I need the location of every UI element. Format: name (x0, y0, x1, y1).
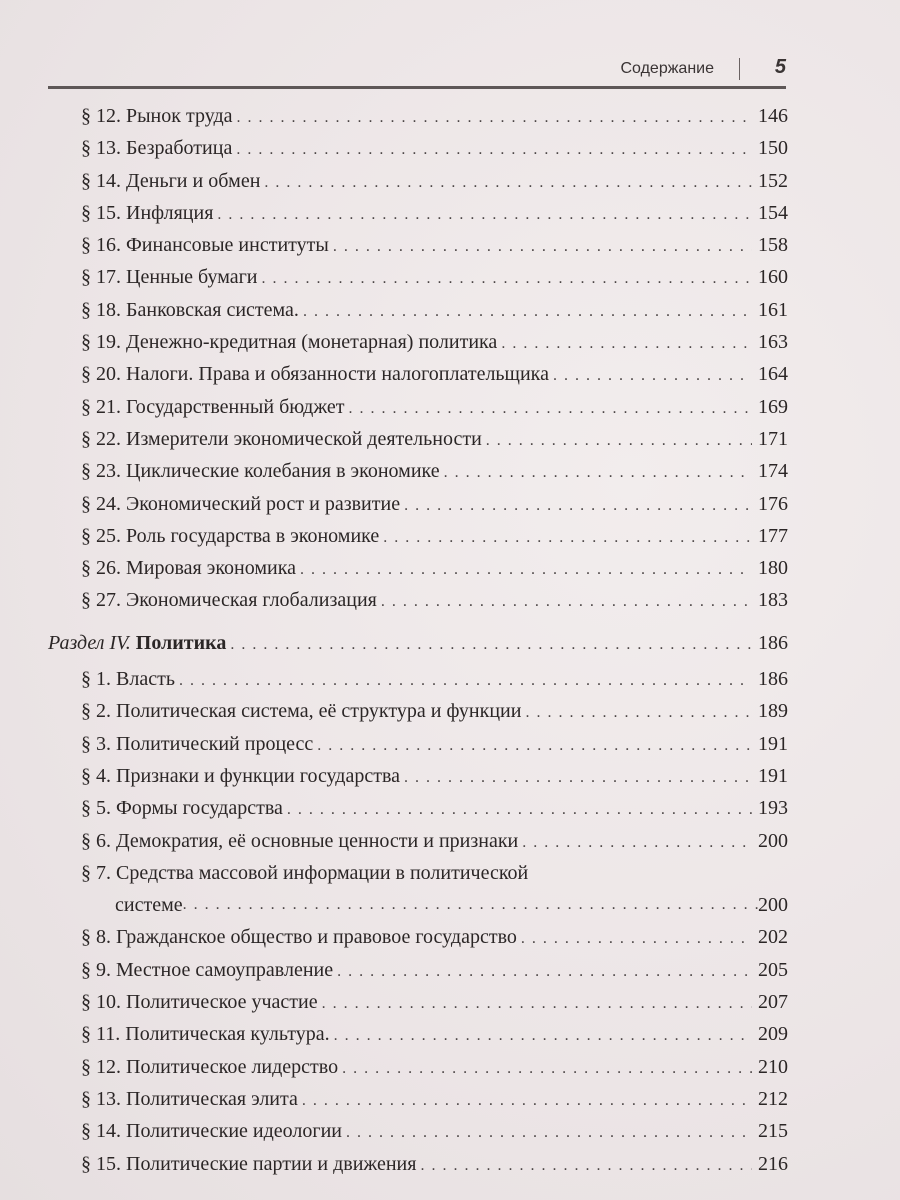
toc-entry-title: § 4. Признаки и функции государства (81, 764, 401, 787)
leader-dots (300, 554, 752, 586)
toc-entry-page: 209 (758, 1023, 788, 1046)
toc-entry-page: 215 (758, 1120, 788, 1143)
toc-entry-page: 154 (758, 201, 788, 224)
toc-entry-page: 207 (758, 991, 788, 1014)
table-of-contents (48, 100, 788, 1180)
leader-dots (287, 794, 752, 826)
page-number: 5 (774, 56, 786, 78)
toc-entry-page: 205 (758, 958, 788, 981)
toc-entry[interactable] (48, 326, 788, 358)
toc-entry-page: 183 (758, 589, 788, 612)
toc-entry-title: § 27. Экономическая глобализация (81, 589, 377, 612)
toc-entry-continuation[interactable] (48, 889, 788, 921)
toc-entry-title: § 21. Государственный бюджет (81, 395, 345, 418)
toc-entry[interactable] (48, 857, 788, 889)
leader-dots (317, 730, 752, 762)
toc-entry[interactable] (48, 520, 788, 552)
toc-entry-page: 202 (758, 926, 788, 949)
leader-dots (230, 629, 752, 661)
toc-entry-page: 216 (758, 1152, 788, 1175)
toc-entry[interactable] (48, 695, 788, 727)
toc-entry-title: § 11. Политическая культура. (81, 1023, 330, 1046)
toc-entry-title: § 15. Политические партии и движения (81, 1152, 417, 1175)
leader-dots (444, 457, 752, 489)
toc-entry-page: 169 (758, 395, 788, 418)
toc-entry-page: 174 (758, 460, 788, 483)
toc-entry-page: 171 (758, 427, 788, 450)
toc-entry[interactable] (48, 1148, 788, 1180)
toc-entry[interactable] (48, 100, 788, 132)
toc-entry[interactable] (48, 358, 788, 390)
toc-entry-title: § 1. Власть (81, 668, 175, 691)
toc-entry-page: 164 (758, 363, 788, 386)
toc-entry-title: § 17. Ценные бумаги (81, 266, 258, 289)
toc-entry-title: § 7. Средства массовой информации в политической (81, 861, 529, 884)
leader-dots (525, 697, 752, 729)
toc-entry[interactable] (48, 423, 788, 455)
toc-entry-title: § 15. Инфляция (81, 201, 214, 224)
section-title (48, 627, 230, 659)
toc-entry[interactable] (48, 921, 788, 953)
toc-entry-page: 158 (758, 234, 788, 257)
leader-dots (333, 231, 752, 263)
toc-entry-page: 146 (758, 105, 788, 127)
section-prefix: Раздел IV. (48, 631, 131, 654)
toc-entry-page: 193 (758, 797, 788, 820)
toc-entry-page: 161 (758, 298, 788, 321)
toc-entry-page: 200 (758, 829, 788, 852)
leader-dots (236, 134, 752, 166)
toc-entry[interactable] (48, 792, 788, 824)
leader-dots (346, 1117, 752, 1149)
toc-entry[interactable] (48, 728, 788, 760)
toc-entry-title: § 22. Измерители экономической деятельности (81, 427, 482, 450)
leader-dots (404, 762, 752, 794)
leader-dots (342, 1053, 752, 1085)
leader-dots (303, 296, 752, 328)
leader-dots (322, 988, 752, 1020)
toc-entry-title: § 19. Денежно-кредитная (монетарная) политика (81, 331, 498, 354)
toc-entry-title: § 9. Местное самоуправление (81, 958, 334, 981)
toc-entry[interactable] (48, 488, 788, 520)
toc-entry[interactable] (48, 229, 788, 261)
leader-dots (334, 1020, 752, 1052)
toc-section-heading[interactable] (48, 627, 788, 659)
leader-dots (302, 1085, 752, 1117)
toc-entry-title: § 13. Безработица (81, 137, 233, 160)
header-divider (739, 58, 740, 80)
toc-entry-title: § 14. Политические идеологии (81, 1120, 342, 1143)
toc-entry-title: § 16. Финансовые институты (81, 234, 329, 257)
leader-dots (522, 827, 752, 859)
section-page: 186 (758, 631, 788, 654)
leader-dots (262, 263, 753, 295)
leader-dots (420, 1150, 752, 1182)
leader-dots (183, 889, 758, 921)
leader-dots (337, 956, 752, 988)
toc-entry[interactable] (48, 954, 788, 986)
toc-entry-title: § 18. Банковская система. (81, 298, 299, 321)
toc-entry-title: § 12. Рынок труда (81, 105, 233, 127)
leader-dots (521, 923, 752, 955)
toc-entry-title: § 2. Политическая система, её структура и функции (81, 700, 522, 723)
toc-entry-title: § 20. Налоги. Права и обязанности налогоплательщика (81, 363, 549, 386)
toc-entry[interactable] (48, 760, 788, 792)
leader-dots (553, 360, 752, 392)
leader-dots (349, 393, 752, 425)
toc-entry-title: § 3. Политический процесс (81, 732, 314, 755)
running-header (48, 58, 786, 82)
leader-dots (217, 199, 752, 231)
header-rule (48, 86, 786, 89)
toc-entry[interactable] (48, 261, 788, 293)
toc-entry[interactable] (48, 165, 788, 197)
toc-entry-page: 177 (758, 524, 788, 547)
running-header-title: Содержание (620, 60, 714, 77)
toc-entry[interactable] (48, 132, 788, 164)
leader-dots (237, 102, 753, 134)
toc-entry-page: 160 (758, 266, 788, 289)
toc-entry[interactable] (48, 197, 788, 229)
toc-entry[interactable] (48, 552, 788, 584)
toc-entry[interactable] (48, 455, 788, 487)
toc-entry-page: 180 (758, 557, 788, 580)
toc-entry-title: § 6. Демократия, её основные ценности и признаки (81, 829, 519, 852)
toc-entry[interactable] (48, 825, 788, 857)
toc-entry-page: 210 (758, 1055, 788, 1078)
toc-entry-page: 191 (758, 764, 788, 787)
toc-entry-title: § 26. Мировая экономика (81, 557, 296, 580)
toc-entry[interactable] (48, 1018, 788, 1050)
toc-entry-page: 186 (758, 668, 788, 691)
toc-entry-title: § 25. Роль государства в экономике (81, 524, 380, 547)
toc-entry-page: 212 (758, 1087, 788, 1110)
toc-entry-title: § 8. Гражданское общество и правовое государство (81, 926, 517, 949)
leader-dots (501, 328, 752, 360)
toc-entry-page: 189 (758, 700, 788, 723)
toc-entry-page: 176 (758, 492, 788, 515)
toc-entry[interactable] (48, 986, 788, 1018)
toc-entry[interactable] (48, 1051, 788, 1083)
toc-entry-page: 150 (758, 137, 788, 160)
toc-entry[interactable] (48, 1083, 788, 1115)
toc-entry-title: § 12. Политическое лидерство (81, 1055, 339, 1078)
toc-entry-page: 191 (758, 732, 788, 755)
leader-dots (381, 586, 752, 618)
leader-dots (264, 167, 752, 199)
leader-dots (383, 522, 752, 554)
leader-dots (486, 425, 752, 457)
toc-entry-page: 200 (758, 894, 788, 917)
toc-entry-title: § 13. Политическая элита (81, 1087, 298, 1110)
toc-entry-page: 152 (758, 169, 788, 192)
toc-entry-title: § 23. Циклические колебания в экономике (81, 460, 440, 483)
toc-entry-title-cont: системе (115, 894, 183, 917)
toc-entry[interactable] (48, 663, 788, 695)
toc-entry[interactable] (48, 584, 788, 616)
toc-entry-title: § 24. Экономический рост и развитие (81, 492, 401, 515)
toc-entry[interactable] (48, 391, 788, 423)
toc-entry-title: § 10. Политическое участие (81, 991, 318, 1014)
toc-entry-title: § 14. Деньги и обмен (81, 169, 261, 192)
toc-entry[interactable] (48, 294, 788, 326)
leader-dots (404, 490, 752, 522)
toc-entry-title: § 5. Формы государства (81, 797, 283, 820)
toc-entry-page: 163 (758, 331, 788, 354)
leader-dots (179, 665, 752, 697)
section-name: Политика (135, 631, 227, 654)
toc-entry[interactable] (48, 1115, 788, 1147)
